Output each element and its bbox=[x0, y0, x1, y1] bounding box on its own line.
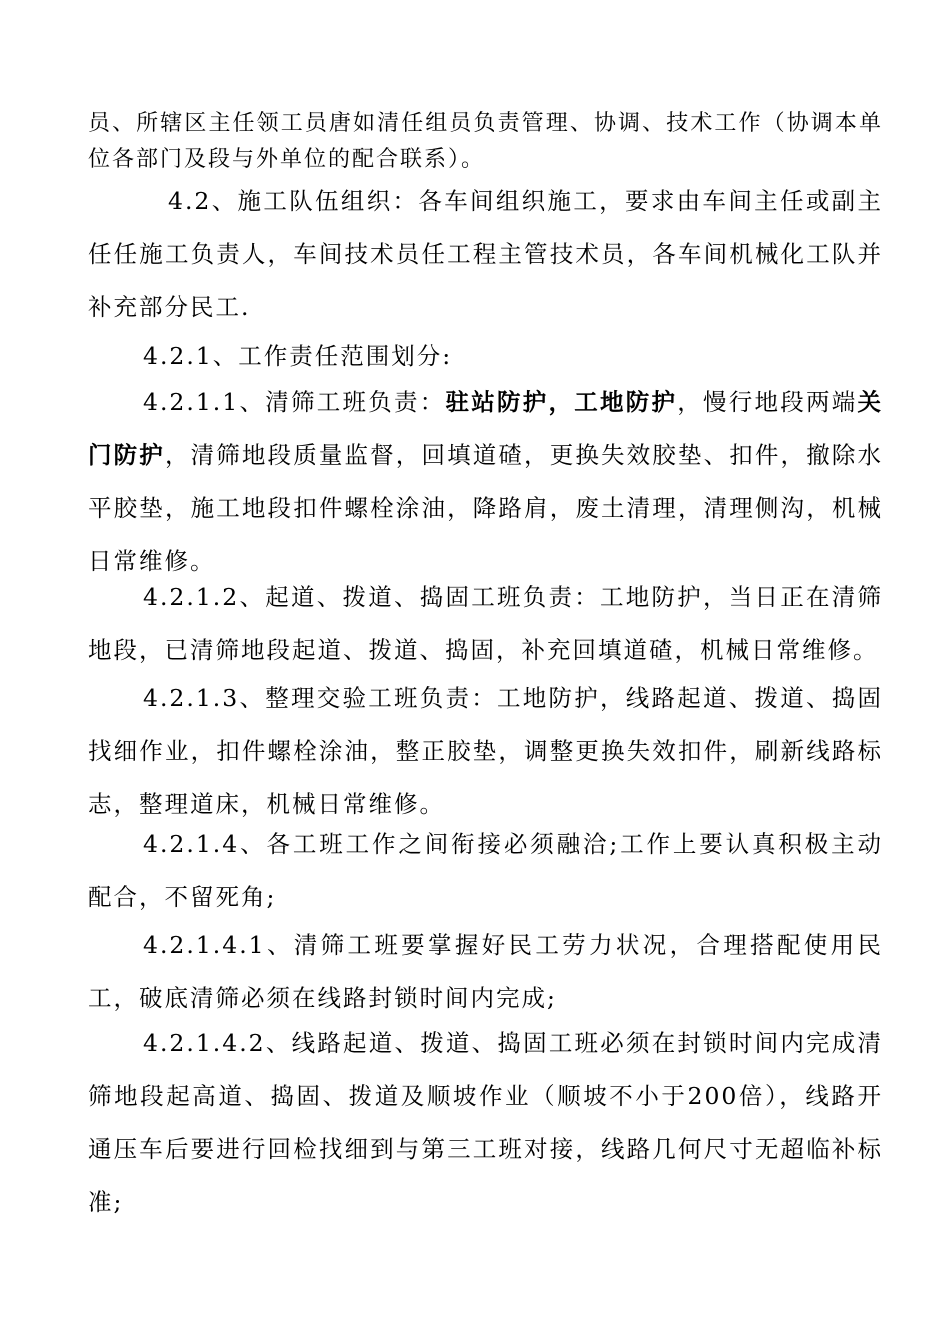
paragraph-4-2-1-1-bold-protection: 驻站防护，工地防护 bbox=[445, 388, 678, 416]
paragraph-4-2-1-4-1 bbox=[88, 919, 883, 1025]
paragraph-4-2-1-2-text: 4.2.1.2、起道、拨道、捣固工班负责：工地防护，当日正在清筛地段，已清筛地段起道、拨道、捣固，补充回填道碴，机械日常维修。 bbox=[88, 583, 883, 664]
paragraph-4-2-1-4-2 bbox=[88, 1017, 883, 1229]
paragraph-4-2-1-1-middle: ，慢行地段两端 bbox=[677, 388, 858, 416]
paragraph-4-2-1-2 bbox=[88, 571, 883, 677]
paragraph-1-text: 员、所辖区主任领工员唐如清任组员负责管理、协调、技术工作（协调本单位各部门及段与外单位的配合联系）。 bbox=[88, 111, 883, 172]
paragraph-4-2-1-3-text: 4.2.1.3、整理交验工班负责：工地防护，线路起道、拨道、捣固找细作业，扣件螺栓涂油，整正胶垫，调整更换失效扣件，刷新线路标志，整理道床，机械日常维修。 bbox=[88, 684, 883, 818]
paragraph-4-2-1-text: 4.2.1、工作责任范围划分: bbox=[143, 342, 453, 370]
paragraph-4-2-1-1-lead: 4.2.1.1、清筛工班负责： bbox=[143, 388, 446, 416]
paragraph-1 bbox=[88, 106, 883, 178]
paragraph-4-2-1-1 bbox=[88, 376, 883, 588]
paragraph-4-2-1-1-bold-gate: 关门防护 bbox=[88, 388, 884, 469]
paragraph-4-2-1-3 bbox=[88, 672, 883, 831]
paragraph-4-2-text: 4.2、施工队伍组织：各车间组织施工，要求由车间主任或副主任任施工负责人，车间技术员任工程主管技术员，各车间机械化工队并补充部分民工. bbox=[88, 187, 883, 321]
paragraph-4-2-1-4 bbox=[88, 818, 883, 924]
paragraph-4-2-1-1-tail: ，清筛地段质量监督，回填道碴，更换失效胶垫、扣件，撤除水平胶垫，施工地段扣件螺栓涂油，降路肩，废土清理，清理侧沟，机械日常维修。 bbox=[88, 441, 884, 575]
paragraph-4-2-1-4-1-text: 4.2.1.4.1、清筛工班要掌握好民工劳力状况，合理搭配使用民工，破底清筛必须在线路封锁时间内完成; bbox=[88, 931, 883, 1012]
paragraph-4-2-1-4-text: 4.2.1.4、各工班工作之间衔接必须融洽;工作上要认真积极主动配合，不留死角; bbox=[88, 830, 883, 911]
paragraph-4-2-1-4-2-text: 4.2.1.4.2、线路起道、拨道、捣固工班必须在封锁时间内完成清筛地段起高道、捣固、拨道及顺坡作业（顺坡不小于200倍），线路开通压车后要进行回检找细到与第三工班对接，线路几何尺寸无超临补标准; bbox=[88, 1029, 883, 1216]
paragraph-4-2 bbox=[88, 175, 883, 334]
